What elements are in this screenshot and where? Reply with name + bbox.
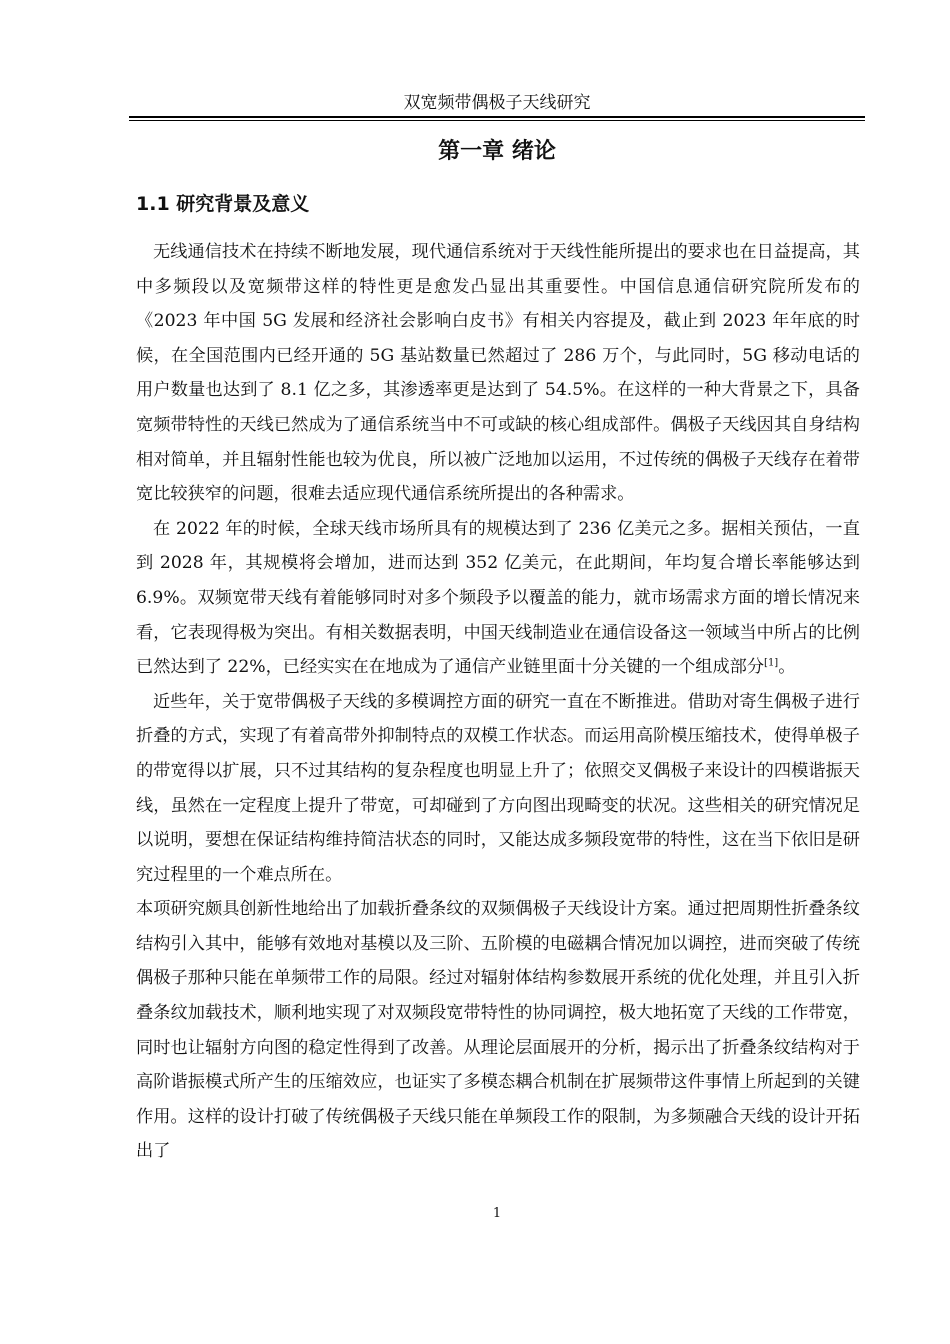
header-rule-thin [129, 120, 865, 121]
paragraph-2 [136, 512, 860, 685]
page-number: 1 [492, 1206, 502, 1221]
paragraph-3: 近些年，关于宽带偶极子天线的多模调控方面的研究一直在不断推进。借助对寄生偶极子进行折叠的方式，实现了有着高带外抑制特点的双模工作状态。而运用高阶模压缩技术，使得单极子的带宽得以扩展，只不过其结构的复杂程度也明显上升了；依照交叉偶极子来设计的四模谐振天线，虽然在一定程度上提升了带宽，可却碰到了方向图出现畸变的状况。这些相关的研究情况足以说明，要想在保证结构维持简洁状态的同时，又能达成多频段宽带的特性，这在当下依旧是研究过程里的一个难点所在。 [136, 691, 860, 885]
chapter-title: 第一章 绪论 [438, 139, 556, 164]
paragraph-4: 本项研究颇具创新性地给出了加载折叠条纹的双频偶极子天线设计方案。通过把周期性折叠条纹结构引入其中，能够有效地对基模以及三阶、五阶模的电磁耦合情况加以调控，进而突破了传统偶极子那种只能在单频带工作的局限。经过对辐射体结构参数展开系统的优化处理，并且引入折叠条纹加载技术，顺利地实现了对双频段宽带特性的协同调控，极大地拓宽了天线的工作带宽，同时也让辐射方向图的稳定性得到了改善。从理论层面展开的分析，揭示出了折叠条纹结构对于高阶谐振模式所产生的压缩效应，也证实了多模态耦合机制在扩展频带这件事情上所起到的关键作用。这样的设计打破了传统偶极子天线只能在单频段工作的限制，为多频融合天线的设计开拓出了 [136, 899, 860, 1162]
paragraph-1: 无线通信技术在持续不断地发展，现代通信系统对于天线性能所提出的要求也在日益提高，其中多频段以及宽频带这样的特性更是愈发凸显出其重要性。中国信息通信研究院所发布的《2023 年中国 5G 发展和经济社会影响白皮书》有相关内容提及，截止到 2023 年年底的时候，在全国范围内已经开通的 5G 基站数量已然超过了 286 万个，与此同时，5G 移动电话的用户数量也达到了 8.1 亿之多，其渗透率更是达到了 54.5%。在这样的一种大背景之下，具备宽频带特性的天线已然成为了通信系统当中不可或缺的核心组成部件。偶极子天线因其自身结构相对简单，并且辐射性能也较为优良，所以被广泛地加以运用，不过传统的偶极子天线存在着带宽比较狭窄的问题，很难去适应现代通信系统所提出的各种需求。 [136, 242, 860, 505]
paragraph-2-text: 在 2022 年的时候，全球天线市场所具有的规模达到了 236 亿美元之多。据相关预估，一直到 2028 年，其规模将会增加，进而达到 352 亿美元，在此期间，年均复合增长率能够达到 6.9%。双频宽带天线有着能够同时对多个频段予以覆盖的能力，就市场需求方面的增长情况来看，它表现得极为突出。有相关数据表明，中国天线制造业在通信设备这一领域当中所占的比例已然达到了 22%，已经实实在在地成为了通信产业链里面十分关键的一个组成部分 [136, 518, 860, 678]
running-header: 双宽频带偶极子天线研究 [403, 93, 591, 113]
body-text [136, 235, 860, 1169]
header-rule-thick [129, 116, 865, 118]
citation-ref[interactable]: [1] [764, 657, 779, 669]
paragraph-2-tail: 。 [778, 657, 796, 678]
section-title: 1.1 研究背景及意义 [136, 193, 310, 215]
